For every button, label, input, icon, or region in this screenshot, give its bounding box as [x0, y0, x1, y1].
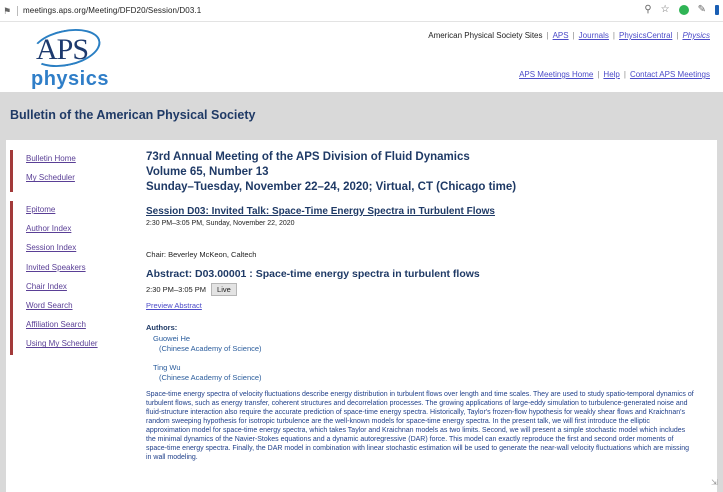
sidebar-item-word-search[interactable]: Word Search [26, 300, 73, 310]
site-header [0, 23, 723, 92]
author-name: Guowei He [153, 334, 191, 343]
preview-abstract-link[interactable]: Preview Abstract [146, 301, 202, 310]
sidebar-group-primary [10, 150, 120, 192]
browser-toolbar-icons [644, 4, 719, 16]
aps-sites-label: American Physical Society Sites [428, 31, 543, 40]
contact-aps-meetings-link[interactable]: Contact APS Meetings [629, 70, 710, 79]
author-item [153, 334, 262, 353]
help-link[interactable]: Help [603, 70, 620, 79]
physics-link[interactable]: Physics [682, 31, 710, 40]
authors-label: Authors: [146, 323, 178, 332]
sidebar-item-author-index[interactable]: Author Index [26, 224, 72, 234]
sidebar-item-epitome[interactable]: Epitome [26, 205, 56, 214]
logo-physics-text: physics [31, 68, 109, 90]
abstract-title: Abstract: D03.00001 : Space-time energy spectra in turbulent flows [146, 268, 480, 280]
logo-aps-text: APS [36, 33, 89, 66]
live-button[interactable]: Live [211, 283, 237, 296]
meeting-dates: Sunday–Tuesday, November 22–24, 2020; Virtual, CT (Chicago time) [146, 181, 517, 193]
bulletin-title: Bulletin of the American Physical Society [10, 108, 256, 122]
author-name: Ting Wu [153, 363, 181, 372]
aps-sites-links: American Physical Society Sites | APS | Journals | PhysicsCentral | Physics [428, 31, 710, 40]
sidebar-item-session-index[interactable]: Session Index [26, 243, 77, 253]
address-divider [17, 6, 18, 16]
bulletin-banner [0, 92, 723, 137]
physicscentral-link[interactable]: PhysicsCentral [619, 31, 673, 40]
site-info-icon[interactable]: ⚑ [3, 5, 12, 16]
abstract-time: 2:30 PM–3:05 PM [146, 285, 207, 294]
sidebar-group-indexes [10, 201, 120, 355]
meeting-volume: Volume 65, Number 13 [146, 166, 269, 178]
zoom-icon[interactable]: ⚲ [644, 4, 652, 15]
meeting-links: APS Meetings Home | Help | Contact APS Meetings [519, 70, 710, 79]
browser-address-bar[interactable] [0, 0, 723, 22]
session-time: 2:30 PM–3:05 PM, Sunday, November 22, 2020 [146, 220, 295, 227]
url-text[interactable]: meetings.aps.org/Meeting/DFD20/Session/D03.1 [23, 6, 202, 15]
abstract-article [146, 150, 696, 461]
sidebar-item-using-my-scheduler[interactable]: Using My Scheduler [26, 339, 98, 349]
abstract-body: Space-time energy spectra of velocity fluctuations describe energy distribution in turbulent flows over length and time scales. They are used to study spatio-temporal dynamics of turbulent flows, such as energy transfer, coherent structures and decorrelation processes. The growing applications of large-eddy simulation to turbulence-generated noise and fluid-structure interaction also require the accurate prediction of space-time energy spectra. Historically, Taylor's frozen-flow hypothesis for weakly shear flows and Kraichnan's random sweeping hypothesis for isotropic turbulence are the well-known models for space-time energy spectra. In the present talk, we will first introduce the elliptic approximation model for space-time energy spectra, which takes Taylor and Kraichnan models as two limits. Second, we will present a simple stochastic model which includes the minimal dynamics of the Navier-Stokes equations and a dynamic autoregressive (DAR) force. This model can exactly reproduce the first and second order moments of space-time energy spectra. Finally, the DAR model in combination with linear stochastic estimation will be used to generate the near-wall velocity fluctuations which are missing in wall modeling. [146, 391, 694, 461]
author-affiliation: (Chinese Academy of Science) [159, 343, 262, 353]
journals-link[interactable]: Journals [578, 31, 609, 40]
sidebar-item-bulletin-home[interactable]: Bulletin Home [26, 154, 76, 163]
sidebar-item-my-scheduler[interactable]: My Scheduler [26, 173, 75, 183]
profile-icon[interactable] [715, 5, 719, 15]
abstract-time-row [146, 283, 237, 296]
sidebar-item-affiliation-search[interactable]: Affiliation Search [26, 320, 86, 330]
pen-extension-icon[interactable]: ✎ [697, 4, 706, 15]
bookmark-star-icon[interactable]: ☆ [660, 4, 670, 15]
extension-icon[interactable] [679, 5, 689, 15]
session-chair: Chair: Beverley McKeon, Caltech [146, 250, 257, 259]
session-title-link[interactable]: Session D03: Invited Talk: Space-Time Energy Spectra in Turbulent Flows [146, 206, 495, 217]
author-item [153, 363, 262, 382]
sidebar-nav [10, 150, 120, 355]
meeting-title: 73rd Annual Meeting of the APS Division of Fluid Dynamics [146, 151, 470, 163]
aps-meetings-home-link[interactable]: APS Meetings Home [519, 70, 594, 79]
sidebar-item-chair-index[interactable]: Chair Index [26, 281, 67, 291]
aps-link[interactable]: APS [552, 31, 569, 40]
aps-physics-logo[interactable] [28, 27, 108, 91]
sidebar-item-invited-speakers[interactable]: Invited Speakers [26, 262, 86, 272]
resize-grip-icon[interactable]: ⇲ [711, 478, 718, 487]
author-affiliation: (Chinese Academy of Science) [159, 372, 262, 382]
